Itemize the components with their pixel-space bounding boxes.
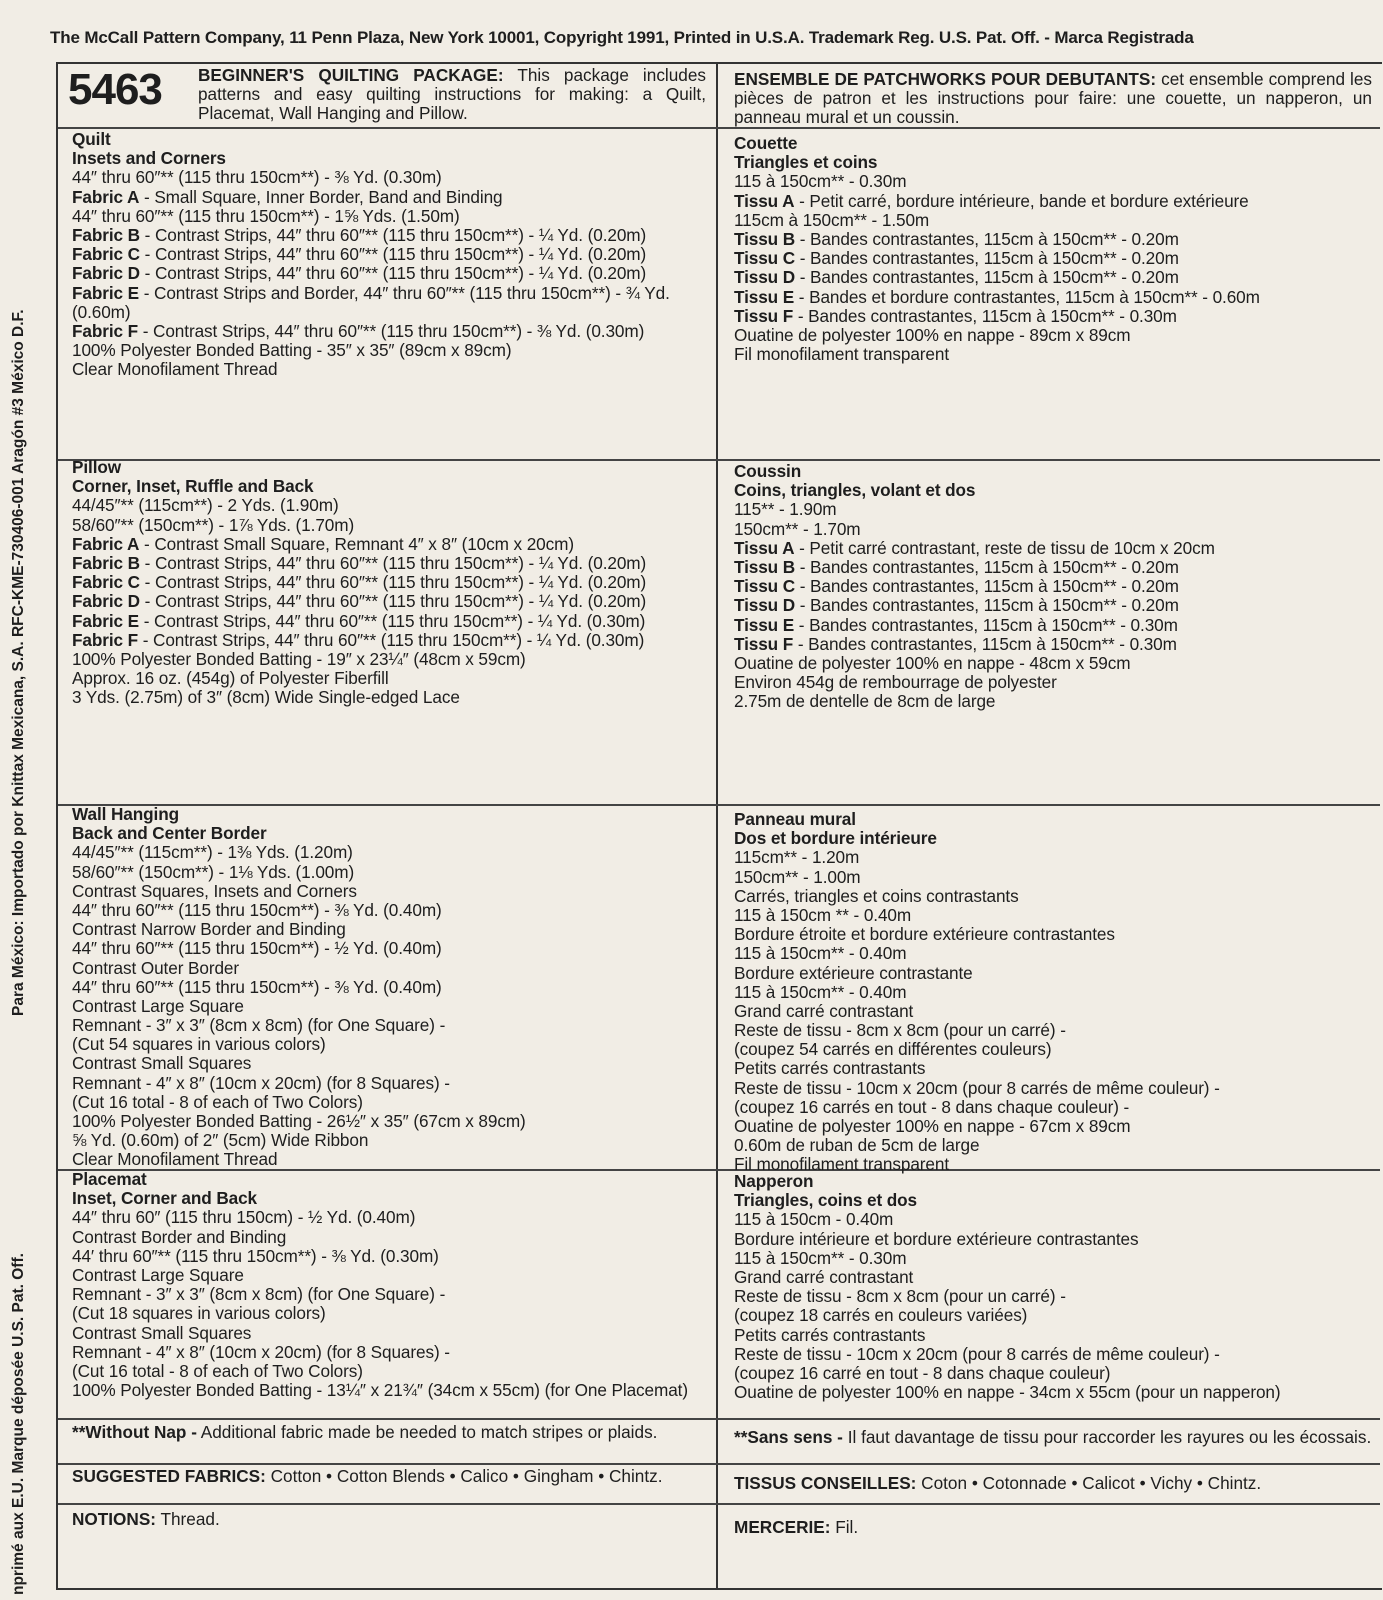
requirement-text: (coupez 54 carrés en différentes couleurs) (734, 1039, 1052, 1060)
requirement-text: 115 à 150cm** - 0.30m (734, 171, 907, 192)
requirement-text: Contrast Large Square (72, 1264, 244, 1285)
requirement-line (72, 824, 708, 843)
without-nap-text: Additional fabric made be needed to match stripes or plaids. (196, 1422, 658, 1442)
requirement-line (734, 1172, 1374, 1191)
requirement-text: 100% Polyester Bonded Batting - 26½″ x 35″ (67cm x 89cm) (72, 1111, 526, 1131)
requirement-line (72, 1381, 708, 1400)
requirement-line (72, 1324, 708, 1343)
notions-label: NOTIONS: (72, 1509, 157, 1529)
wall-hanging-section-french (734, 810, 1374, 1175)
requirement-label: Fabric A (72, 186, 140, 207)
placemat-section-french (734, 1172, 1374, 1402)
requirement-text: - Contrast Small Square, Remnant 4″ x 8″ (10cm x 20cm) (139, 533, 574, 554)
requirement-text: Carrés, triangles et coins contrastants (734, 885, 1019, 906)
requirement-label: Back and Center Border (72, 823, 267, 844)
requirement-text: Remnant - 4″ x 8″ (10cm x 20cm) (for 8 Squares) - (72, 1341, 450, 1362)
requirement-line (72, 843, 708, 862)
requirement-text: Reste de tissu - 8cm x 8cm (pour un carré) - (734, 1286, 1066, 1307)
requirement-label: Panneau mural (734, 809, 856, 829)
requirement-text: - Bandes contrastantes, 115cm à 150cm** - 0.30m (793, 633, 1177, 654)
requirement-text: Petits carrés contrastants (734, 1324, 926, 1345)
quilt-section-french (734, 134, 1374, 364)
requirement-text: - Contrast Strips, 44″ thru 60″** (115 thru 150cm**) - ¼ Yd. (0.30m) (139, 610, 646, 631)
requirement-line (734, 848, 1374, 867)
requirement-label: Fabric C (72, 572, 140, 593)
requirement-text: 44″ thru 60″** (115 thru 150cm**) - ⅜ Yd. (0.40m) (72, 899, 442, 920)
requirement-text: Ouatine de polyester 100% en nappe - 67cm x 89cm (734, 1116, 1131, 1136)
sans-sens-note (734, 1428, 1374, 1447)
requirement-line (734, 1098, 1374, 1117)
requirement-text: 44/45″** (115cm**) - 1⅜ Yds. (1.20m) (72, 842, 353, 863)
mercerie-text: Fil. (830, 1517, 859, 1537)
requirement-text: Reste de tissu - 10cm x 20cm (pour 8 carrés de même couleur) - (734, 1077, 1220, 1098)
requirement-label: Tissu A (734, 190, 795, 211)
suggested-fabrics-label: SUGGESTED FABRICS: (72, 1466, 266, 1486)
requirement-label: Fabric E (72, 282, 140, 303)
requirement-line (72, 631, 708, 650)
requirement-label: Placemat (72, 1169, 147, 1189)
requirement-line (72, 516, 708, 535)
requirement-line (72, 650, 708, 669)
requirement-line (734, 829, 1374, 848)
requirement-line (72, 1131, 708, 1150)
row-divider (58, 1463, 1380, 1465)
requirement-line (72, 978, 708, 997)
intro-english (198, 66, 706, 123)
requirement-line (72, 477, 708, 496)
requirement-label: Tissu A (734, 537, 795, 558)
import-notice: Para México: Importado por Knittax Mexicana, S.A. RFC-KME-730406-001 Aragón #3 México D.F. (10, 309, 27, 1016)
row-divider (58, 1418, 1380, 1420)
requirement-text: Fil monofilament transparent (734, 1154, 950, 1175)
requirement-line (72, 1150, 708, 1169)
requirement-label: Quilt (72, 129, 111, 149)
requirement-line (734, 134, 1374, 153)
requirement-line (72, 920, 708, 939)
intro-english-text: This package includes patterns and easy quilting instructions for making: a Quilt, Placemat, Wall Hanging and Pillow. (198, 65, 706, 123)
requirement-text: Contrast Squares, Insets and Corners (72, 880, 357, 901)
column-divider (716, 62, 718, 1588)
requirement-line (734, 1117, 1374, 1136)
requirement-label: Fabric A (72, 533, 140, 554)
requirement-label: Insets and Corners (72, 148, 226, 169)
requirement-text: - Bandes contrastantes, 115cm à 150cm** - 0.20m (795, 595, 1179, 616)
mercerie-label: MERCERIE: (734, 1517, 831, 1537)
requirement-text: Contrast Small Squares (72, 1322, 252, 1343)
requirement-text: 100% Polyester Bonded Batting - 19″ x 23¼″ (48cm x 59cm) (72, 648, 526, 669)
requirement-line (72, 245, 708, 264)
requirement-text: Clear Monofilament Thread (72, 1149, 278, 1170)
requirement-text: Bordure extérieure contrastante (734, 962, 973, 983)
requirement-text: 115cm** - 1.20m (734, 847, 860, 868)
requirement-text: 100% Polyester Bonded Batting - 35″ x 35″ (89cm x 89cm) (72, 340, 512, 361)
requirement-label: Coins, triangles, volant et dos (734, 480, 976, 501)
requirement-line (72, 1170, 708, 1189)
pillow-section-french (734, 462, 1374, 711)
requirement-text: - Bandes contrastantes, 115cm à 150cm** - 0.20m (795, 248, 1179, 269)
requirement-line (734, 1306, 1374, 1325)
trademark-notice: nprimé aux E.U. Marque déposée U.S. Pat. Off. (10, 1253, 27, 1595)
requirement-text: 44″ thru 60″ (115 thru 150cm) - ½ Yd. (0.40m) (72, 1207, 416, 1228)
requirement-text: (coupez 16 carrés en tout - 8 dans chaque couleur) - (734, 1096, 1130, 1117)
requirement-text: - Bandes contrastantes, 115cm à 150cm** - 0.20m (795, 267, 1179, 288)
requirement-line (72, 458, 708, 477)
requirement-line (734, 1230, 1374, 1249)
requirement-line (734, 268, 1374, 287)
requirement-label: Fabric F (72, 320, 139, 341)
requirement-line (734, 616, 1374, 635)
requirement-line (72, 130, 708, 149)
requirement-line (72, 535, 708, 554)
requirement-line (72, 1266, 708, 1285)
requirement-text: - Petit carré contrastant, reste de tissu de 10cm x 20cm (794, 537, 1215, 558)
requirement-text: Bordure étroite et bordure extérieure contrastantes (734, 924, 1115, 945)
intro-french-title: ENSEMBLE DE PATCHWORKS POUR DEBUTANTS: (734, 69, 1157, 89)
sans-sens-label: **Sans sens - (734, 1427, 843, 1447)
requirement-text: (coupez 18 carrés en couleurs variées) (734, 1305, 1028, 1326)
requirement-line (72, 1247, 708, 1266)
requirement-text: 44″ thru 60″** (115 thru 150cm**) - ½ Yd. (0.40m) (72, 938, 442, 959)
requirement-label: Fabric D (72, 591, 140, 612)
without-nap-note (72, 1423, 704, 1442)
requirement-text: Contrast Outer Border (72, 957, 239, 978)
requirement-line (72, 168, 708, 187)
requirement-text: - Contrast Strips, 44″ thru 60″** (115 thru 150cm**) - ¼ Yd. (0.20m) (139, 591, 647, 612)
requirement-line (734, 635, 1374, 654)
requirement-text: (Cut 18 squares in various colors) (72, 1303, 326, 1324)
requirement-text: Contrast Border and Binding (72, 1226, 287, 1247)
requirement-label: Corner, Inset, Ruffle and Back (72, 476, 314, 497)
requirement-label: Napperon (734, 1171, 814, 1191)
requirement-line (734, 810, 1374, 829)
notions (72, 1510, 704, 1529)
requirement-line (734, 1021, 1374, 1040)
requirement-label: Tissu D (734, 595, 796, 616)
requirement-line (734, 500, 1374, 519)
requirement-text: 44″ thru 60″** (115 thru 150cm**) - ⅜ Yd. (0.40m) (72, 976, 442, 997)
requirement-line (72, 188, 708, 207)
requirement-text: - Bandes contrastantes, 115cm à 150cm** - 0.30m (793, 305, 1177, 326)
requirement-line (72, 863, 708, 882)
tissus-conseilles (734, 1474, 1374, 1493)
requirement-text: Grand carré contrastant (734, 1000, 914, 1021)
requirement-line (72, 264, 708, 283)
requirement-text: 3 Yds. (2.75m) of 3″ (8cm) Wide Single-edged Lace (72, 687, 460, 708)
requirement-text: - Contrast Strips, 44″ thru 60″** (115 thru 150cm**) - ¼ Yd. (0.20m) (139, 244, 647, 265)
requirement-label: Inset, Corner and Back (72, 1188, 258, 1209)
requirement-line (72, 322, 708, 341)
requirement-line (734, 172, 1374, 191)
requirement-text: - Bandes contrastantes, 115cm à 150cm** - 0.20m (795, 576, 1179, 597)
requirement-line (734, 887, 1374, 906)
requirement-text: 44″ thru 60″** (115 thru 150cm**) - ⅜ Yd. (0.30m) (72, 167, 442, 188)
requirement-line (72, 207, 708, 226)
requirement-text: (Cut 16 total - 8 of each of Two Colors) (72, 1360, 363, 1381)
requirement-text: 44″ thru 60″** (115 thru 150cm**) - 1⅝ Yds. (1.50m) (72, 205, 460, 226)
requirement-line (72, 1189, 708, 1208)
requirement-label: Wall Hanging (72, 804, 180, 824)
row-divider (58, 127, 1380, 129)
row-divider (58, 1503, 1380, 1505)
requirement-text: - Contrast Strips and Border, 44″ thru 60″** (115 thru 150cm**) - ¾ Yd. (0.60m) (72, 282, 670, 322)
requirement-line (734, 1268, 1374, 1287)
intro-english-title: BEGINNER'S QUILTING PACKAGE: (198, 65, 504, 85)
requirement-text: - Bandes et bordure contrastantes, 115cm à 150cm** - 0.60m (794, 286, 1260, 307)
requirement-text: 58/60″** (150cm**) - 1⅛ Yds. (1.00m) (72, 861, 355, 882)
requirement-line (72, 1228, 708, 1247)
requirement-label: Fabric B (72, 224, 140, 245)
requirement-line (72, 901, 708, 920)
requirement-text: 0.60m de ruban de 5cm de large (734, 1135, 980, 1156)
requirement-line (72, 1112, 708, 1131)
requirement-text: Petits carrés contrastants (734, 1058, 926, 1079)
requirement-line (72, 284, 708, 322)
requirement-line (72, 669, 708, 688)
requirement-text: 58/60″** (150cm**) - 1⅞ Yds. (1.70m) (72, 514, 355, 535)
requirement-line (72, 573, 708, 592)
requirement-text: - Contrast Strips, 44″ thru 60″** (115 thru 150cm**) - ⅜ Yd. (0.30m) (138, 320, 645, 341)
requirement-line (72, 496, 708, 515)
requirement-line (72, 959, 708, 978)
requirement-line (734, 326, 1374, 345)
requirement-text: Remnant - 3″ x 3″ (8cm x 8cm) (for One Square) - (72, 1015, 446, 1036)
requirement-line (72, 1208, 708, 1227)
requirement-text: 100% Polyester Bonded Batting - 13¼″ x 21¾″ (34cm x 55cm) (for One Placemat) (72, 1380, 688, 1401)
requirement-line (734, 153, 1374, 172)
requirement-text: Ouatine de polyester 100% en nappe - 34cm x 55cm (pour un napperon) (734, 1382, 1281, 1403)
requirement-line (734, 1191, 1374, 1210)
requirement-line (734, 1326, 1374, 1345)
without-nap-label: **Without Nap - (72, 1422, 197, 1442)
requirement-line (734, 307, 1374, 326)
requirement-label: Tissu C (734, 248, 796, 269)
requirement-text: Remnant - 3″ x 3″ (8cm x 8cm) (for One Square) - (72, 1284, 446, 1305)
requirement-line (734, 1249, 1374, 1268)
requirement-text: - Contrast Strips, 44″ thru 60″** (115 thru 150cm**) - ¼ Yd. (0.30m) (138, 629, 645, 650)
requirement-line (734, 462, 1374, 481)
requirement-text: - Small Square, Inner Border, Band and Binding (139, 186, 503, 207)
requirement-label: Pillow (72, 457, 122, 477)
requirement-line (734, 944, 1374, 963)
requirement-text: Ouatine de polyester 100% en nappe - 48cm x 59cm (734, 652, 1131, 673)
requirement-line (72, 149, 708, 168)
requirement-line (72, 688, 708, 707)
requirement-text: 115 à 150cm** - 0.40m (734, 981, 907, 1002)
wall-hanging-section-english (72, 805, 708, 1170)
requirement-text: 115** - 1.90m (734, 499, 837, 520)
requirement-line (72, 1304, 708, 1323)
requirement-label: Tissu D (734, 267, 796, 288)
sans-sens-text: Il faut davantage de tissu pour raccorder les rayures ou les écossais. (842, 1427, 1372, 1447)
pillow-section-english (72, 458, 708, 708)
requirement-line (734, 558, 1374, 577)
suggested-fabrics-list: Cotton • Cotton Blends • Calico • Gingham • Chintz. (265, 1466, 663, 1486)
requirement-text: Fil monofilament transparent (734, 344, 950, 365)
requirement-text: Contrast Small Squares (72, 1053, 252, 1074)
requirement-text: 44/45″** (115cm**) - 2 Yds. (1.90m) (72, 495, 339, 516)
requirement-label: Tissu B (734, 556, 796, 577)
placemat-section-english (72, 1170, 708, 1400)
requirement-line (734, 654, 1374, 673)
requirement-text: - Contrast Strips, 44″ thru 60″** (115 thru 150cm**) - ¼ Yd. (0.20m) (139, 263, 647, 284)
requirement-text: Bordure intérieure et bordure extérieure contrastantes (734, 1228, 1139, 1249)
requirement-line (734, 539, 1374, 558)
requirement-label: Fabric F (72, 629, 139, 650)
requirement-text: 150cm** - 1.00m (734, 866, 861, 887)
requirement-text: Reste de tissu - 8cm x 8cm (pour un carré) - (734, 1020, 1066, 1041)
requirement-text: 115 à 150cm ** - 0.40m (734, 904, 912, 925)
requirement-text: - Petit carré, bordure intérieure, bande et bordure extérieure (794, 190, 1249, 211)
requirement-line (72, 554, 708, 573)
requirement-text: Environ 454g de rembourrage de polyester (734, 672, 1057, 693)
requirement-line (72, 997, 708, 1016)
requirement-line (734, 520, 1374, 539)
requirement-label: Triangles et coins (734, 152, 878, 173)
requirement-label: Tissu E (734, 614, 795, 635)
requirement-line (734, 1002, 1374, 1021)
requirement-label: Tissu F (734, 633, 794, 654)
requirement-text: - Contrast Strips, 44″ thru 60″** (115 thru 150cm**) - ¼ Yd. (0.20m) (139, 224, 647, 245)
requirement-line (72, 805, 708, 824)
requirement-text: (Cut 16 total - 8 of each of Two Colors) (72, 1091, 363, 1112)
requirement-line (734, 1059, 1374, 1078)
requirement-line (734, 1210, 1374, 1229)
requirement-line (734, 596, 1374, 615)
requirement-line (734, 1383, 1374, 1402)
requirement-line (734, 673, 1374, 692)
requirement-line (734, 925, 1374, 944)
requirement-line (72, 1054, 708, 1073)
requirement-label: Fabric E (72, 610, 140, 631)
requirement-text: Clear Monofilament Thread (72, 359, 278, 380)
requirement-line (72, 1285, 708, 1304)
requirement-line (734, 1345, 1374, 1364)
requirement-text: 2.75m de dentelle de 8cm de large (734, 691, 996, 712)
requirement-line (72, 612, 708, 631)
requirement-line (734, 288, 1374, 307)
requirement-line (72, 1016, 708, 1035)
requirement-line (734, 1287, 1374, 1306)
requirement-label: Couette (734, 133, 798, 153)
requirement-line (734, 1364, 1374, 1383)
requirement-text: 115 à 150cm - 0.40m (734, 1209, 894, 1230)
tissus-conseilles-label: TISSUS CONSEILLES: (734, 1473, 917, 1493)
requirement-text: 115cm à 150cm** - 1.50m (734, 209, 930, 230)
requirement-line (734, 1079, 1374, 1098)
notions-text: Thread. (156, 1509, 220, 1529)
requirement-line (72, 1074, 708, 1093)
requirement-text: Remnant - 4″ x 8″ (10cm x 20cm) (for 8 Squares) - (72, 1072, 450, 1093)
publisher-header: The McCall Pattern Company, 11 Penn Plaza, New York 10001, Copyright 1991, Printed in U.S.A. Trademark Reg. U.S. Pat. Off. - Marca Registrada (50, 28, 1194, 47)
requirement-line (734, 192, 1374, 211)
requirement-line (734, 249, 1374, 268)
requirement-text: Contrast Large Square (72, 995, 244, 1016)
requirement-line (734, 964, 1374, 983)
requirement-text: ⅝ Yd. (0.60m) of 2″ (5cm) Wide Ribbon (72, 1130, 369, 1151)
requirement-text: Contrast Narrow Border and Binding (72, 919, 346, 940)
requirement-line (734, 1040, 1374, 1059)
requirement-line (734, 1136, 1374, 1155)
requirement-label: Tissu E (734, 286, 795, 307)
requirement-text: Ouatine de polyester 100% en nappe - 89cm x 89cm (734, 324, 1131, 345)
requirement-line (72, 1093, 708, 1112)
requirement-text: - Bandes contrastantes, 115cm à 150cm** - 0.20m (795, 556, 1179, 577)
requirement-text: - Bandes contrastantes, 115cm à 150cm** - 0.30m (794, 614, 1178, 635)
requirement-text: Approx. 16 oz. (454g) of Polyester Fiberfill (72, 668, 389, 689)
requirement-line (72, 360, 708, 379)
requirement-line (734, 345, 1374, 364)
requirement-label: Triangles, coins et dos (734, 1190, 917, 1211)
requirement-label: Fabric D (72, 263, 140, 284)
requirement-text: - Contrast Strips, 44″ thru 60″** (115 thru 150cm**) - ¼ Yd. (0.20m) (139, 552, 647, 573)
requirement-text: 115 à 150cm** - 0.30m (734, 1247, 907, 1268)
requirement-text: Grand carré contrastant (734, 1266, 914, 1287)
requirement-text: Reste de tissu - 10cm x 20cm (pour 8 carrés de même couleur) - (734, 1343, 1220, 1364)
requirement-line (72, 1035, 708, 1054)
requirement-text: 44′ thru 60″** (115 thru 150cm**) - ⅜ Yd. (0.30m) (72, 1245, 439, 1266)
tissus-conseilles-list: Coton • Cotonnade • Calicot • Vichy • Chintz. (916, 1473, 1262, 1493)
requirement-label: Coussin (734, 461, 802, 481)
requirement-label: Tissu F (734, 305, 794, 326)
requirement-text: (Cut 54 squares in various colors) (72, 1034, 326, 1055)
requirement-line (72, 1343, 708, 1362)
requirement-line (734, 983, 1374, 1002)
requirement-line (72, 592, 708, 611)
requirement-label: Tissu B (734, 228, 796, 249)
intro-french (734, 70, 1372, 127)
requirement-text: - Bandes contrastantes, 115cm à 150cm** - 0.20m (795, 228, 1179, 249)
mercerie (734, 1518, 1374, 1537)
suggested-fabrics (72, 1467, 704, 1486)
requirement-text: 150cm** - 1.70m (734, 518, 861, 539)
requirement-line (734, 868, 1374, 887)
requirement-line (72, 1362, 708, 1381)
requirement-text: - Contrast Strips, 44″ thru 60″** (115 thru 150cm**) - ¼ Yd. (0.20m) (139, 572, 647, 593)
requirement-line (734, 211, 1374, 230)
requirement-line (72, 341, 708, 360)
pattern-number: 5463 (68, 65, 162, 114)
requirement-label: Tissu C (734, 576, 796, 597)
requirement-text: 115 à 150cm** - 0.40m (734, 943, 907, 964)
requirement-line (734, 906, 1374, 925)
requirement-label: Fabric C (72, 244, 140, 265)
requirement-line (72, 939, 708, 958)
requirement-label: Fabric B (72, 552, 140, 573)
requirement-line (734, 577, 1374, 596)
requirement-line (72, 882, 708, 901)
requirement-line (734, 692, 1374, 711)
requirement-line (72, 226, 708, 245)
intro-french-text: cet ensemble comprend les pièces de patron et les instructions pour faire: une couette, un napperon, un panneau mural et un coussin. (734, 69, 1373, 127)
requirement-line (734, 230, 1374, 249)
requirement-label: Dos et bordure intérieure (734, 828, 937, 849)
requirement-line (734, 481, 1374, 500)
requirement-text: (coupez 16 carré en tout - 8 dans chaque couleur) (734, 1362, 1111, 1383)
quilt-section-english (72, 130, 708, 380)
